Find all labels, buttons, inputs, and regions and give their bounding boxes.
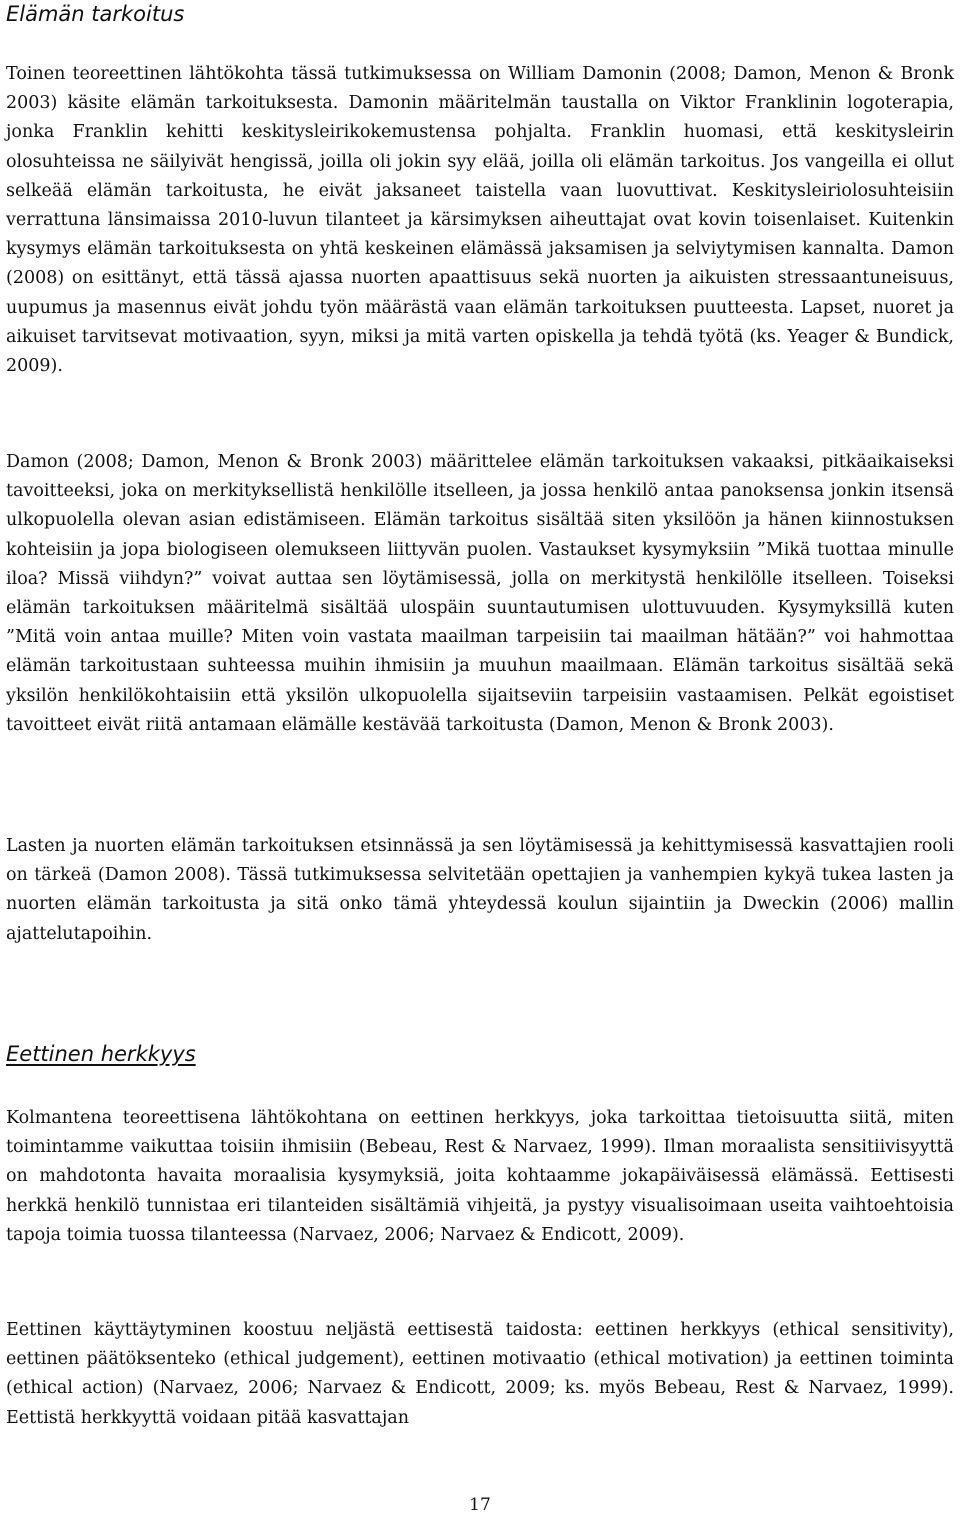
section-heading-elaman-tarkoitus: Elämän tarkoitus [6,2,185,26]
paragraph: Lasten ja nuorten elämän tarkoituksen etsinnässä ja sen löytämisessä ja kehittymisessä kasvattajien rooli on tärkeä (Damon 2008). Tässä tutkimuksessa selvitetään opettajien ja vanhempien kykyä tukea lasten ja nuorten elämän tarkoitusta ja sitä onko tämä yhteydessä koulun sijaintiin ja Dweckin (2006) mallin ajattelutapoihin. [6,836,954,944]
paragraph: Toinen teoreettinen lähtökohta tässä tutkimuksessa on William Damonin (2008; Damon, Menon & Bronk 2003) käsite elämän tarkoituksesta. Damonin määritelmän taustalla on Viktor Franklinin logoterapia, jonka Franklin kehitti keskitysleirikokemustensa pohjalta. Franklin huomasi, että keskitysleirin olosuhteissa ne säilyivät hengissä, joilla oli jokin syy elää, joilla oli elämän tarkoitus. Jos vangeilla ei ollut selkeää elämän tarkoitusta, he eivät jaksaneet taistella vaan luovuttivat. Keskitysleiriolosuhteisiin verrattuna länsimaissa 2010-luvun tilanteet ja kärsimyksen aiheuttajat ovat kovin toisenlaiset. Kuitenkin kysymys elämän tarkoituksesta on yhtä keskeinen elämässä jaksamisen ja selviytymisen kannalta. Damon (2008) on esittänyt, että tässä ajassa nuorten apaattisuus sekä nuorten ja aikuisten stressaantuneisuus, uupumus ja masennus eivät johdu työn määrästä vaan elämän tarkoituksen puutteesta. Lapset, nuoret ja aikuiset tarvitsevat motivaation, syyn, miksi ja mitä varten opiskella ja tehdä työtä (ks. Yeager & Bundick, 2009). [6,64,954,377]
paragraph: Eettinen käyttäytyminen koostuu neljästä eettisestä taidosta: eettinen herkkyys (ethical sensitivity), eettinen päätöksenteko (ethical judgement), eettinen motivaatio (ethical motivation) ja eettinen toiminta (ethical action) (Narvaez, 2006; Narvaez & Endicott, 2009; ks. myös Bebeau, Rest & Narvaez, 1999). Eettistä herkkyyttä voidaan pitää kasvattajan [6,1320,954,1428]
page-number: 17 [469,1495,491,1515]
paragraph: Damon (2008; Damon, Menon & Bronk 2003) määrittelee elämän tarkoituksen vakaaksi, pitkäaikaiseksi tavoitteeksi, joka on merkityksellistä henkilölle itselleen, ja jossa henkilö antaa panoksensa jonkin itsensä ulkopuolella olevan asian edistämiseen. Elämän tarkoitus sisältää siten yksilöön ja hänen kiinnostuksen kohteisiin ja jopa biologiseen olemukseen liittyvän puolen. Vastaukset kysymyksiin ”Mikä tuottaa minulle iloa? Missä viihdyn?” voivat auttaa sen löytämisessä, jolla on merkitystä henkilölle itselleen. Toiseksi elämän tarkoituksen määritelmä sisältää ulospäin suuntautumisen ulottuvuuden. Kysymyksillä kuten ”Mitä voin antaa muille? Miten voin vastata maailman tarpeisiin tai maailman hätään?” voi hahmottaa elämän tarkoitustaan suhteessa muihin ihmisiin ja muuhun maailmaan. Elämän tarkoitus sisältää sekä yksilön henkilökohtaisiin että yksilön ulkopuolella sijaitseviin tarpeisiin vastaamisen. Pelkät egoistiset tavoitteet eivät riitä antamaan elämälle kestävää tarkoitusta (Damon, Menon & Bronk 2003). [6,452,954,735]
section-heading-eettinen-herkkyys: Eettinen herkkyys [6,1042,196,1066]
paragraph: Kolmantena teoreettisena lähtökohtana on eettinen herkkyys, joka tarkoittaa tietoisuutta siitä, miten toimintamme vaikuttaa toisiin ihmisiin (Bebeau, Rest & Narvaez, 1999). Ilman moraalista sensitiivisyyttä on mahdotonta havaita moraalisia kysymyksiä, joita kohtaamme jokapäiväisessä elämässä. Eettisesti herkkä henkilö tunnistaa eri tilanteiden sisältämiä vihjeitä, ja pystyy visualisoimaan useita vaihtoehtoisia tapoja toimia tuossa tilanteessa (Narvaez, 2006; Narvaez & Endicott, 2009). [6,1108,954,1245]
